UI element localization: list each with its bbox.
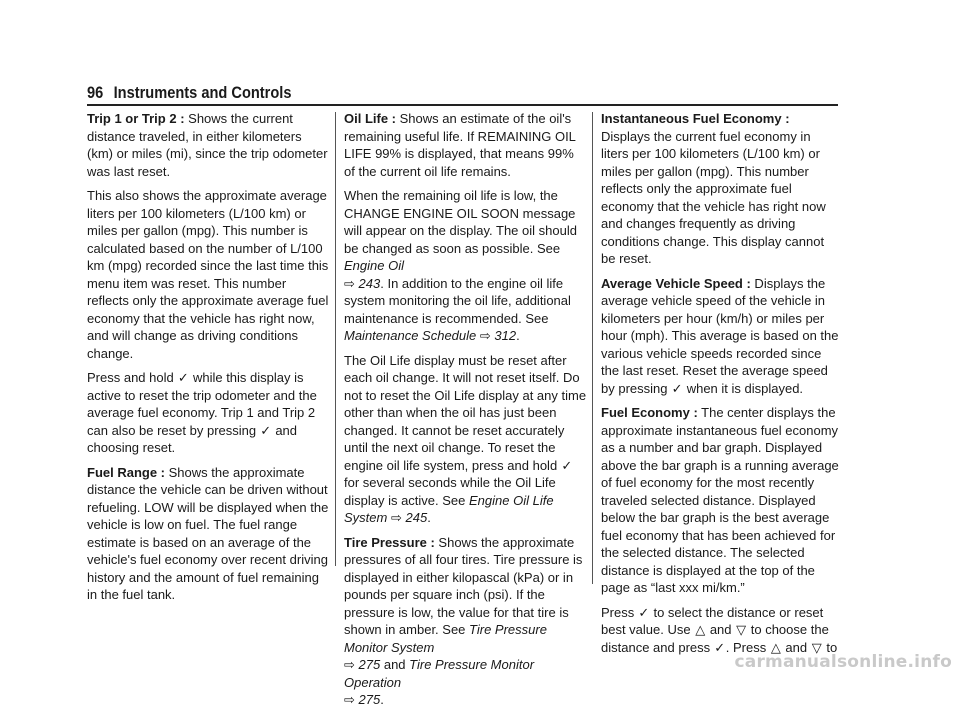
oil-paragraph-3: [344, 352, 587, 527]
page-number: 96: [87, 83, 104, 102]
avg-speed-text-b: when it is displayed.: [683, 380, 804, 396]
checkmark-icon: ✓: [177, 370, 189, 385]
up-arrow-icon: △: [770, 639, 781, 655]
oil-paragraph-2: [344, 187, 587, 345]
fuel-economy-paragraph: [601, 404, 841, 597]
oil-life-term: Oil Life :: [344, 111, 396, 126]
column-3: [601, 110, 841, 663]
column-divider-2: [592, 112, 593, 584]
press-text-e: . Press: [725, 639, 770, 655]
page-link-243[interactable]: 243: [358, 275, 381, 291]
checkmark-icon: ✓: [714, 639, 726, 655]
oil-p3-text-b: for several seconds while the Oil Life display is active. See: [344, 475, 556, 508]
trip-term: Trip 1 or Trip 2 :: [87, 111, 185, 126]
page-link-275[interactable]: 275: [358, 657, 381, 672]
watermark: carmanualsonline.info: [734, 652, 952, 672]
trip-paragraph: [87, 110, 330, 180]
trip-paragraph-3: [87, 369, 330, 457]
tpms-reference[interactable]: Tire Pressure Monitor System: [344, 622, 547, 655]
column-2: [344, 110, 587, 716]
page-ref-icon: ⇨: [344, 657, 355, 672]
press-text-c: and: [706, 622, 736, 637]
oil-p3-text-c: .: [427, 510, 431, 525]
header-rule: [87, 104, 838, 106]
trip-paragraph-2: This also shows the approximate average liters per 100 kilometers (L/100 km) or miles per gallon (mpg). This number is calculated based on the number of L/100 km (mpg) recorded since the last time this menu item was reset. This number reflects only the approximate average fuel economy that the vehicle has right now, and will change as driving conditions change.: [87, 188, 329, 361]
section-title: Instruments and Controls: [113, 83, 292, 102]
checkmark-icon: ✓: [561, 457, 573, 473]
checkmark-icon: ✓: [260, 422, 272, 438]
column-divider-1: [335, 112, 336, 566]
page-ref-icon: ⇨: [344, 692, 355, 707]
trip-p3-text-c: and choosing reset.: [87, 422, 298, 455]
avg-speed-text-a: Displays the average vehicle speed of the vehicle in kilometers per hour (km/h) or miles per hour (mph). This average is based on the various vehicle speeds recorded since the last reset. Reset the average speed by pressing: [601, 275, 839, 396]
press-text-b: to select the distance or reset best value. Use: [601, 604, 824, 637]
fuel-range-text: Shows the approximate distance the vehicle can be driven without refueling. LOW will be displayed when the vehicle is low on fuel. The fuel range estimate is based on an average of the vehicle's fuel economy over recent driving history and the amount of fuel remaining in the fuel tank.: [87, 464, 329, 602]
page-link-312[interactable]: 312: [494, 328, 517, 343]
tire-text-c: .: [380, 692, 384, 707]
up-arrow-icon: △: [695, 622, 706, 637]
checkmark-icon: ✓: [671, 380, 683, 396]
column-1: [87, 110, 330, 611]
page-header: [87, 83, 732, 103]
page-ref-icon: ⇨: [390, 510, 402, 525]
page-link-245[interactable]: 245: [405, 510, 428, 525]
press-text-d: to choose the distance and press: [601, 622, 829, 655]
checkmark-icon: ✓: [638, 604, 650, 620]
page-ref-icon: ⇨: [344, 275, 355, 291]
tire-text-and: and: [380, 657, 410, 672]
down-arrow-icon: ▽: [736, 622, 747, 637]
fuel-economy-text: The center displays the approximate instantaneous fuel economy as a number and bar graph. Displayed above the bar graph is a running average of fuel economy for the most recently traveled selected distance. Displayed below the bar graph is the best average fuel economy that has been achieved for the selected distance. The selected distance is displayed at the top of the page as “last xxx mi/km.”: [601, 405, 839, 595]
tire-pressure-paragraph: [344, 534, 587, 709]
oil-life-text: Shows an estimate of the oil's remaining useful life. If REMAINING OIL LIFE 99% is displayed, that means 99% of the current oil life remains.: [344, 111, 576, 179]
maintenance-schedule-reference[interactable]: Maintenance Schedule: [344, 328, 477, 343]
engine-oil-reference[interactable]: Engine Oil: [344, 258, 404, 273]
avg-speed-paragraph: [601, 275, 841, 398]
avg-speed-term: Average Vehicle Speed :: [601, 275, 751, 291]
instant-fuel-paragraph: [601, 110, 841, 268]
press-paragraph: [601, 604, 841, 657]
trip-text: Shows the current distance traveled, in either kilometers (km) or miles (mi), since the trip odometer was last reset.: [87, 111, 328, 179]
oil-life-paragraph: [344, 110, 587, 180]
oil-life-system-reference[interactable]: Engine Oil Life System: [344, 492, 554, 525]
tpms-operation-reference[interactable]: Tire Pressure Monitor Operation: [344, 657, 535, 690]
tire-text-a: Shows the approximate pressures of all four tires. Tire pressure is displayed in either kilopascal (kPa) or in pounds per square inch (psi). If the pressure is low, the value for that tire is shown in amber. See: [344, 534, 583, 637]
page-ref-icon: ⇨: [479, 328, 491, 343]
instant-fuel-term: Instantaneous Fuel Economy :: [601, 111, 790, 126]
fuel-economy-term: Fuel Economy :: [601, 405, 698, 420]
tire-pressure-term: Tire Pressure :: [344, 534, 435, 550]
page-link-275-b[interactable]: 275: [358, 692, 381, 707]
oil-p2-text-c: .: [516, 328, 520, 343]
instant-fuel-text: Displays the current fuel economy in liters per 100 kilometers (L/100 km) or miles per gallon (mpg). This number reflects only the approximate fuel economy that the vehicle has right now and changes frequently as driving conditions change. This display cannot be reset.: [601, 128, 826, 266]
oil-p3-text-a: The Oil Life display must be reset after each oil change. It will not reset itself. Do not to reset the Oil Life display at any time other than when the oil has just been changed. It cannot be reset accurately until the next oil change. To reset the engine oil life system, press and hold: [344, 352, 587, 473]
oil-p2-text-a: When the remaining oil life is low, the CHANGE ENGINE OIL SOON message will appear on the display. The oil should be changed as soon as possible. See: [344, 188, 577, 256]
press-text-a: Press: [601, 604, 638, 620]
oil-p2-text-b: . In addition to the engine oil life system monitoring the oil life, additional maintenance is recommended. See: [344, 275, 571, 326]
trip-p3-text-a: Press and hold: [87, 370, 178, 385]
trip-p3-text-b: while this display is active to reset the trip odometer and the average fuel economy. Trip 1 and Trip 2 can also be reset by pressing: [87, 370, 317, 438]
fuel-range-term: Fuel Range :: [87, 464, 166, 480]
press-text-f: and: [781, 639, 811, 655]
fuel-range-paragraph: [87, 464, 330, 604]
press-text-g: to: [822, 639, 838, 655]
down-arrow-icon: ▽: [811, 639, 822, 655]
